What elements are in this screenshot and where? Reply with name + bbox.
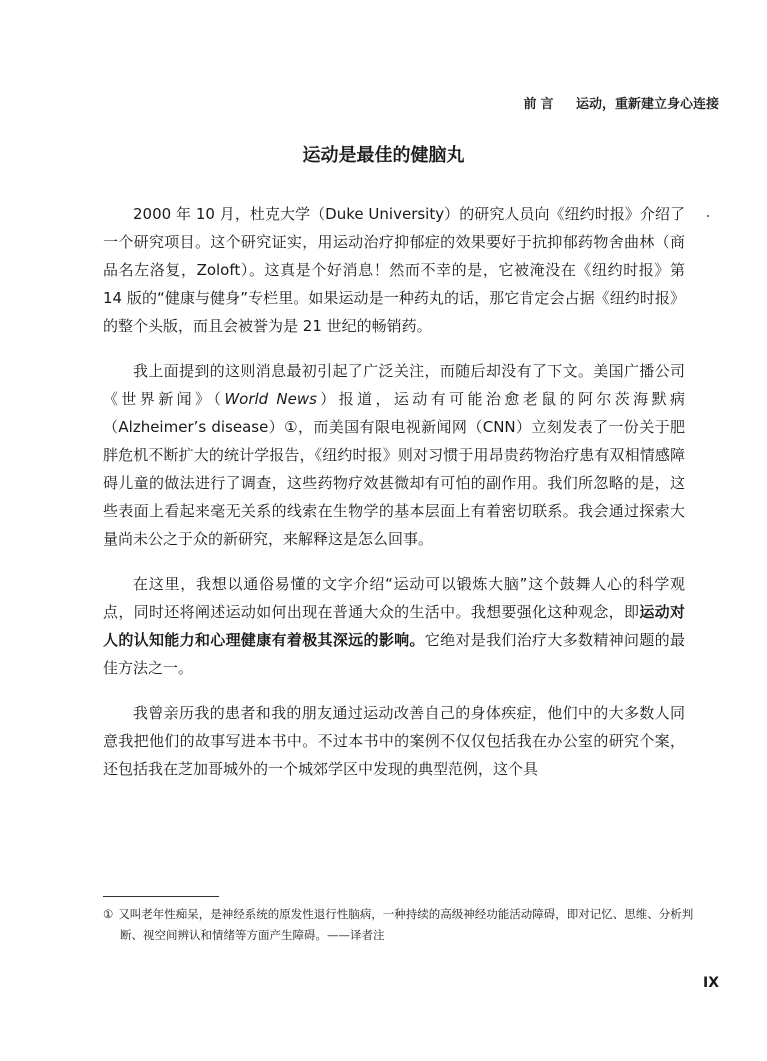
page-number: IX — [702, 975, 719, 991]
running-head-section: 前言 — [523, 97, 558, 112]
text-run: 我上面提到的这则消息最初引起了广泛关注，而随后却没有了下文。美国广播公司《世界新闻》（ — [103, 362, 685, 408]
text-run: 在这里，我想以通俗易懂的文字介绍“运动可以锻炼大脑”这个鼓舞人心的科学观点，同时还将阐述运动如何出现在普通大众的生活中。我想要强化这种观念，即 — [103, 575, 685, 621]
scan-speck — [707, 215, 709, 217]
text-run: 我曾亲历我的患者和我的朋友通过运动改善自己的身体疾症，他们中的大多数人同意我把他们的故事写进本书中。不过本书中的案例不仅仅包括我在办公室的研究个案，还包括我在芝加哥城外的一个城郊学区中发现的典型范例，这个具 — [103, 704, 685, 778]
paragraph — [103, 357, 685, 553]
emphasis-text: 运动对人的认知能力和心理健康有着极其深远的影响。 — [103, 603, 685, 649]
footnote-text: 又叫老年性痴呆，是神经系统的原发性退行性脑病，一种持续的高级神经功能活动障碍，即对记忆、思维、分析判断、视空间辨认和情绪等方面产生障碍。——译者注 — [118, 907, 694, 942]
text-run: 2000 年 10 月，杜克大学（Duke University）的研究人员向《纽约时报》介绍了一个研究项目。这个研究证实，用运动治疗抑郁症的效果要好于抗抑郁药物舍曲林（商品名左洛复，Zoloft）。这真是个好消息！然而不幸的是，它被淹没在《纽约时报》第 14 版的“健康与健身”专栏里。如果运动是一种药丸的话，那它肯定会占据《纽约时报》的整个头版，而且会被誉为是 21 世纪的畅销药。 — [103, 205, 685, 335]
body-text — [103, 200, 685, 800]
footnote — [103, 904, 710, 946]
italic-text: World News — [224, 390, 317, 408]
running-head-chapter: 运动，重新建立身心连接 — [575, 97, 719, 112]
footnote-rule — [103, 896, 219, 897]
text-run: ）报道，运动有可能治愈老鼠的阿尔茨海默病（Alzheimer’s disease）①，而美国有限电视新闻网（CNN）立刻发表了一份关于肥胖危机不断扩大的统计学报告，《纽约时报》则对习惯于用昂贵药物治疗患有双相情感障碍儿童的做法进行了调查，这些药物疗效甚微却有可怕的副作用。我们所忽略的是，这些表面上看起来毫无关系的线索在生物学的基本层面上有着密切联系。我会通过探索大量尚未公之于众的新研究，来解释这是怎么回事。 — [103, 390, 685, 548]
paragraph — [103, 699, 685, 783]
paragraph — [103, 200, 685, 340]
paragraph — [103, 570, 685, 682]
footnote-mark: ① — [103, 907, 114, 921]
section-title: 运动是最佳的健脑丸 — [302, 145, 465, 166]
running-head — [523, 93, 719, 112]
text-run: 它绝对是我们治疗大多数精神问题的最佳方法之一。 — [103, 631, 685, 677]
